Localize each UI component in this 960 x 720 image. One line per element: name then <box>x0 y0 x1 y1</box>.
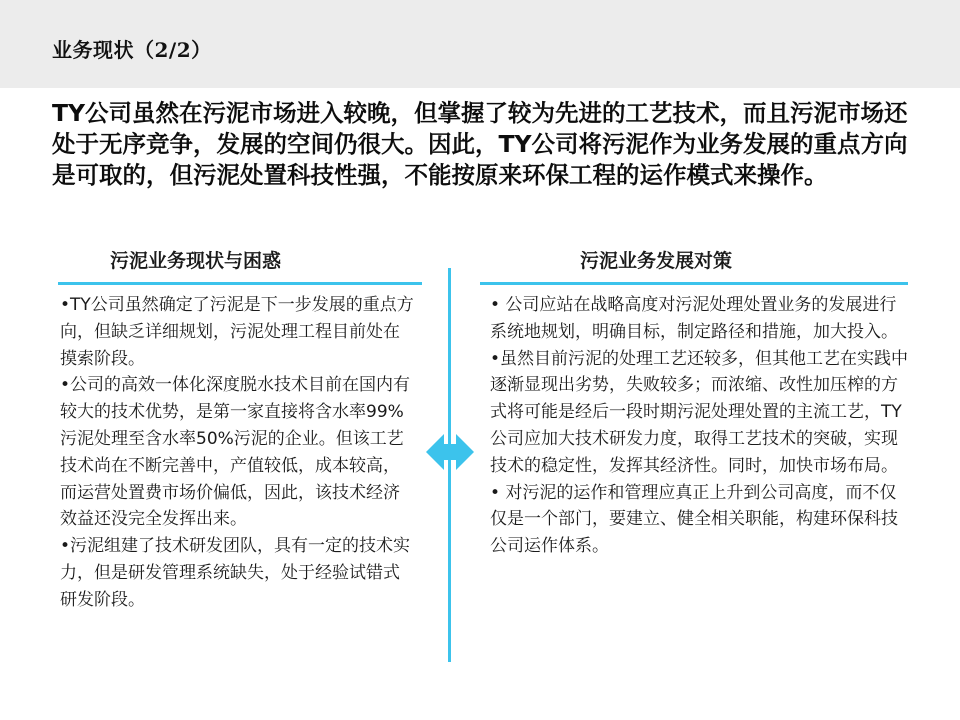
left-bullet-3: •污泥组建了技术研发团队，具有一定的技术实力，但是研发管理系统缺失，处于经验试错式研发阶段。 <box>60 536 411 610</box>
right-column-heading: 污泥业务发展对策 <box>580 250 733 272</box>
right-column-body <box>490 292 910 560</box>
slide-title: 业务现状（2/2） <box>52 38 212 62</box>
right-heading-rule <box>480 282 908 285</box>
left-bullet-2: •公司的高效一体化深度脱水技术目前在国内有较大的技术优势，是第一家直接将含水率99%污泥处理至含水率50%污泥的企业。但该工艺技术尚在不断完善中，产值较低，成本较高，而运营处置费市场价偏低，因此，该技术经济效益还没完全发挥出来。 <box>60 375 411 530</box>
double-headed-arrow-icon <box>426 431 474 473</box>
right-bullet-2: •虽然目前污泥的处理工艺还较多，但其他工艺在实践中逐渐显现出劣势，失败较多；而浓缩、改性加压榨的方式将可能是经后一段时期污泥处理处置的主流工艺，TY公司应加大技术研发力度，取得工艺技术的突破，实现技术的稳定性，发挥其经济性。同时，加快市场布局。 <box>490 348 909 476</box>
left-column-heading: 污泥业务现状与困惑 <box>110 250 282 272</box>
left-heading-rule <box>58 282 422 285</box>
summary-paragraph: TY公司虽然在污泥市场进入较晚，但掌握了较为先进的工艺技术，而且污泥市场还处于无序竞争，发展的空间仍很大。因此，TY公司将污泥作为业务发展的重点方向是可取的，但污泥处置科技性强，不能按原来环保工程的运作模式来操作。 <box>52 99 908 189</box>
left-bullet-1: •TY公司虽然确定了污泥是下一步发展的重点方向，但缺乏详细规划，污泥处理工程目前处在摸索阶段。 <box>60 295 414 369</box>
right-bullet-3: • 对污泥的运作和管理应真正上升到公司高度，而不仅仅是一个部门，要建立、健全相关职能，构建环保科技公司运作体系。 <box>490 482 898 557</box>
left-column-body <box>60 292 416 614</box>
right-bullet-1: • 公司应站在战略高度对污泥处理处置业务的发展进行系统地规划，明确目标，制定路径和措施，加大投入。 <box>490 295 898 342</box>
